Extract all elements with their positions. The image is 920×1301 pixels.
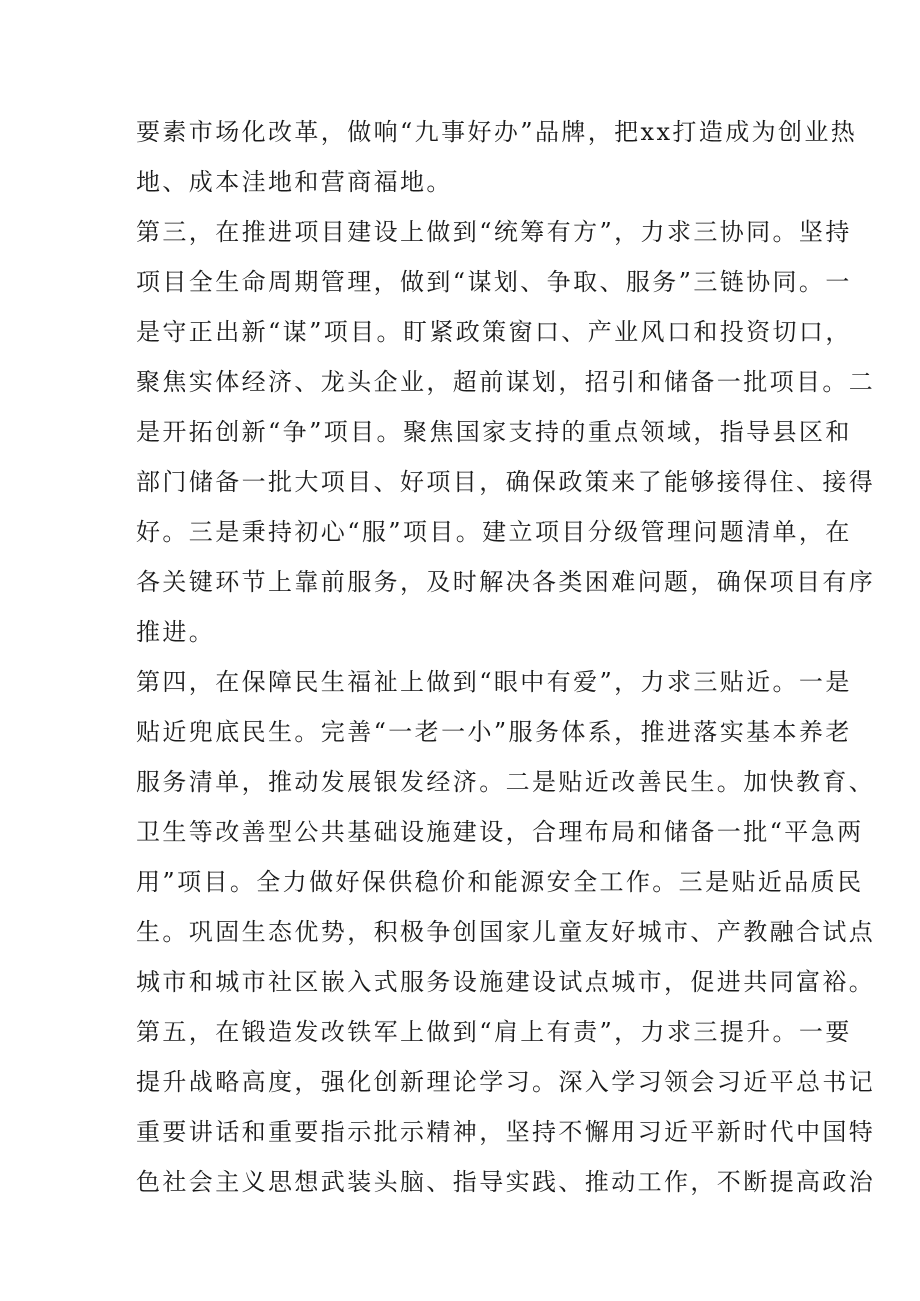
text-line: 第五，在锻造发改铁军上做到“肩上有责”，力求三提升。一要	[136, 1018, 852, 1046]
text-line: 好。三是秉持初心“服”项目。建立项目分级管理问题清单，在	[136, 518, 852, 546]
text-line: 贴近兜底民生。完善“一老一小”服务体系，推进落实基本养老	[136, 718, 852, 746]
text-line: 生。巩固生态优势，积极争创国家儿童友好城市、产教融合试点	[136, 918, 876, 946]
text-line: 各关键环节上靠前服务，及时解决各类困难问题，确保项目有序	[136, 568, 876, 596]
text-line: 是开拓创新“争”项目。聚焦国家支持的重点领域，指导县区和	[136, 418, 852, 446]
text-line: 是守正出新“谋”项目。盯紧政策窗口、产业风口和投资切口，	[136, 318, 852, 346]
text-line: 卫生等改善型公共基础设施建设，合理布局和储备一批“平急两	[136, 818, 864, 846]
text-line: 第四，在保障民生福祉上做到“眼中有爱”，力求三贴近。一是	[136, 668, 852, 696]
text-line: 色社会主义思想武装头脑、指导实践、推动工作，不断提高政治	[136, 1168, 876, 1196]
text-line: 聚焦实体经济、龙头企业，超前谋划，招引和储备一批项目。二	[136, 368, 876, 396]
text-line: 服务清单，推动发展银发经济。二是贴近改善民生。加快教育、	[136, 768, 876, 796]
text-line: 城市和城市社区嵌入式服务设施建设试点城市，促进共同富裕。	[136, 968, 876, 996]
text-line: 重要讲话和重要指示批示精神，坚持不懈用习近平新时代中国特	[136, 1118, 876, 1146]
text-line: 地、成本洼地和营商福地。	[136, 168, 453, 196]
text-line: 提升战略高度，强化创新理论学习。深入学习领会习近平总书记	[136, 1068, 876, 1096]
text-line: 推进。	[136, 618, 216, 646]
text-line: 用”项目。全力做好保供稳价和能源安全工作。三是贴近品质民	[136, 868, 864, 896]
text-line: 项目全生命周期管理，做到“谋划、争取、服务”三链协同。一	[136, 268, 852, 296]
text-line: 第三，在推进项目建设上做到“统筹有方”，力求三协同。坚持	[136, 218, 852, 246]
text-line: 要素市场化改革，做响“九事好办”品牌，把xx打造成为创业热	[136, 118, 858, 146]
text-line: 部门储备一批大项目、好项目，确保政策来了能够接得住、接得	[136, 468, 876, 496]
